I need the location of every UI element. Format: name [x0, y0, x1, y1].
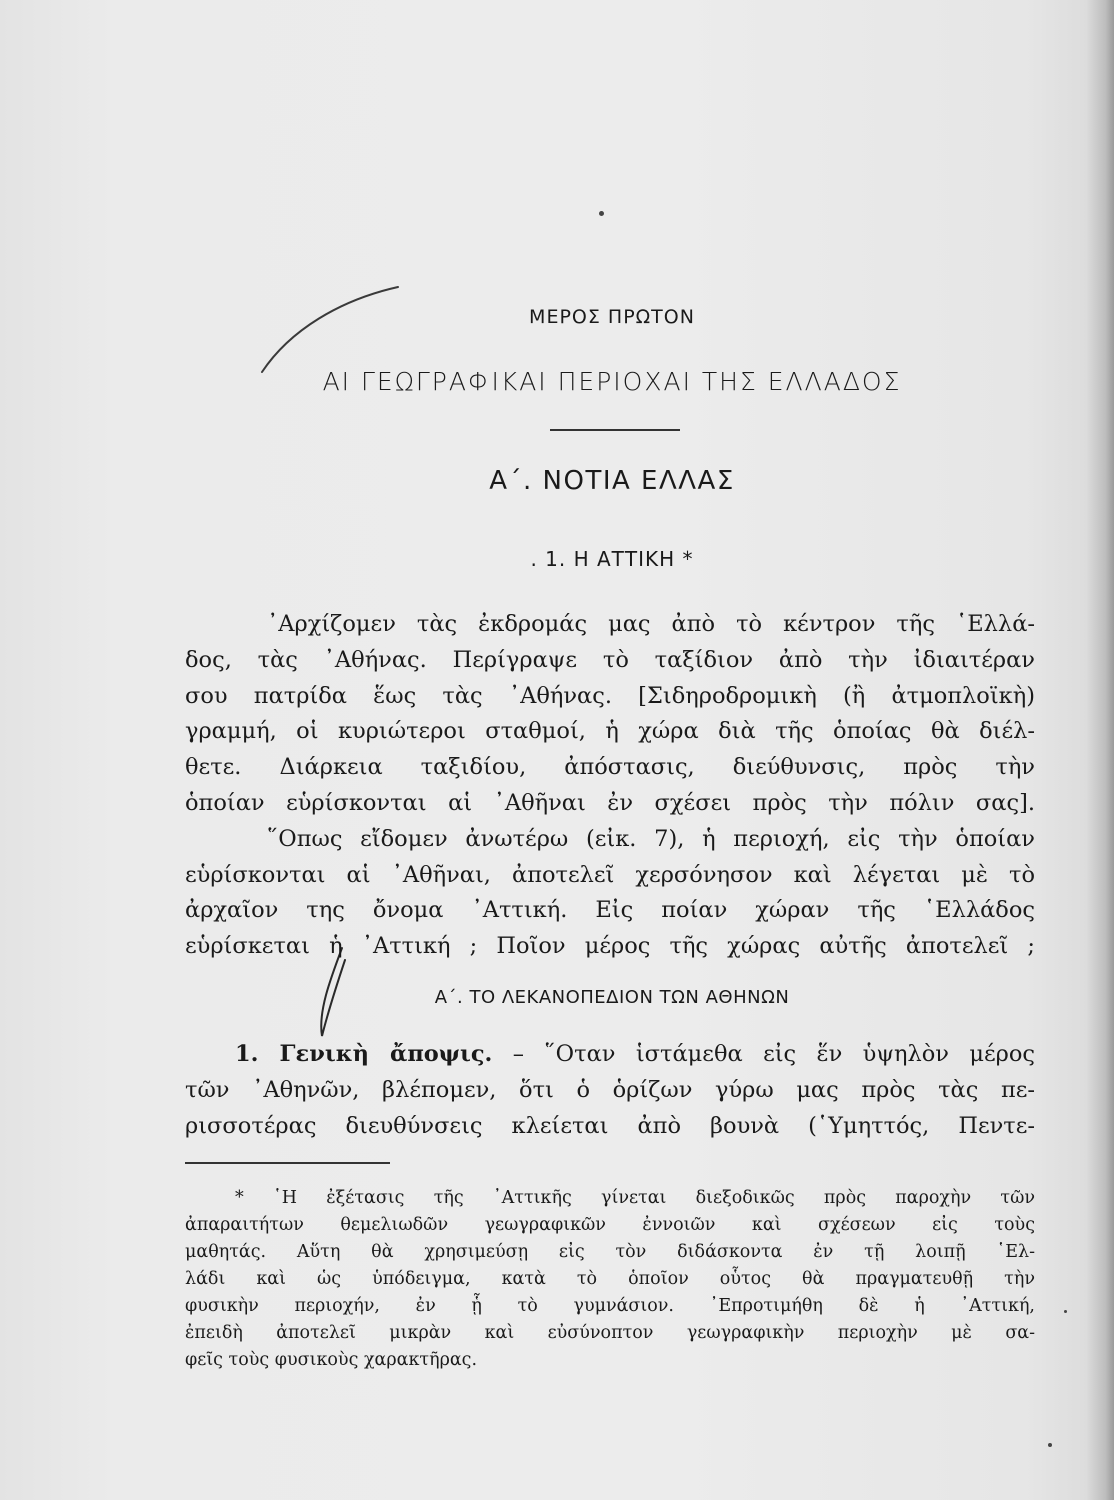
paper-speck [599, 211, 604, 216]
chapter-title: . 1. Η ΑΤΤΙΚΗ * [530, 547, 694, 571]
text-line: δος, τὰς ᾿Αθήνας. Περίγραψε τὸ ταξίδιον ἀπὸ τὴν ἰδιαιτέραν [185, 646, 1035, 673]
title-divider [550, 429, 680, 431]
footnote-line: φυσικὴν περιοχήν, ἐν ᾗ τὸ γυμνάσιον. ᾿Επροτιμήθη δὲ ἡ ᾿Αττική, [185, 1296, 1035, 1316]
text-line: ᾿Αρχίζομεν τὰς ἐκδρομάς μας ἀπὸ τὸ κέντρον τῆς ῾Ελλά- [267, 611, 1035, 637]
text-fragment: – ῞Οταν ἱστάμεθα εἰς ἕν ὑψηλὸν μέρος [492, 1041, 1036, 1067]
text-line: ρισσοτέρας διευθύνσεις κλείεται ἀπὸ βουνὰ (῾Υμηττός, Πεντε- [185, 1113, 1035, 1139]
footnote [185, 1185, 1035, 1374]
section-title: Α΄. ΝΟΤΙΑ ΕΛΛΑΣ [489, 466, 735, 496]
footnote-line: φεῖς τοὺς φυσικοὺς χαρακτῆρας. [185, 1350, 478, 1370]
footnote-divider [185, 1162, 390, 1164]
footnote-line: λάδι καὶ ὡς ὑπόδειγμα, κατὰ τὸ ὁποῖον οὗτος θὰ πραγματευθῇ τὴν [185, 1269, 1035, 1289]
paper-speck [1048, 1443, 1052, 1447]
pencil-slash-mark [262, 287, 398, 372]
text-line: ῞Οπως εἴδομεν ἀνωτέρω (εἰκ. 7), ἡ περιοχή, εἰς τὴν ὁποίαν [267, 825, 1035, 852]
text-line: εὑρίσκεται ἡ ᾿Αττική ; Ποῖον μέρος τῆς χώρας αὐτῆς ἀποτελεῖ ; [185, 933, 1035, 960]
page-edge-shadow [1086, 0, 1114, 1500]
paragraph-introduction [185, 607, 1035, 965]
paper-speck [1064, 1310, 1067, 1313]
paragraph-general-view [185, 1036, 1035, 1144]
text-line: εὑρίσκονται αἱ ᾿Αθῆναι, ἀποτελεῖ χερσόνησον καὶ λέγεται μὲ τὸ [185, 861, 1035, 888]
subsection-title: Α΄. ΤΟ ΛΕΚΑΝΟΠΕΔΙΟΝ ΤΩΝ ΑΘΗΝΩΝ [434, 987, 790, 1008]
text-line: ἀρχαῖον της ὄνομα ᾿Αττική. Εἰς ποίαν χώραν τῆς ῾Ελλάδος [185, 897, 1035, 924]
text-line: τῶν ᾿Αθηνῶν, βλέπομεν, ὅτι ὁ ὁρίζων γύρω μας πρὸς τὰς πε- [185, 1077, 1035, 1103]
footnote-line: ἀπαραιτήτων θεμελιωδῶν γεωγραφικῶν ἐννοιῶν καὶ σχέσεων εἰς τοὺς [185, 1215, 1035, 1235]
footnote-line: * ῾Η ἐξέτασις τῆς ᾿Αττικῆς γίνεται διεξοδικῶς πρὸς παροχὴν τῶν [235, 1188, 1035, 1208]
part-label: ΜΕΡΟΣ ΠΡΩΤΟΝ [529, 306, 695, 328]
text-line [185, 1036, 1035, 1072]
text-line: θετε. Διάρκεια ταξιδίου, ἀπόστασις, διεύθυνσις, πρὸς τὴν [185, 754, 1035, 781]
text-line: ὁποίαν εὑρίσκονται αἱ ᾿Αθῆναι ἐν σχέσει πρὸς τὴν πόλιν σας]. [185, 789, 1035, 816]
paragraph-heading: 1. Γενικὴ ἄποψις. [235, 1041, 493, 1067]
main-title: ΑΙ ΓΕΩΓΡΑΦΙΚΑΙ ΠΕΡΙΟΧΑΙ ΤΗΣ ΕΛΛΑΔΟΣ [322, 367, 902, 396]
text-line: σου πατρίδα ἕως τὰς ᾿Αθήνας. [Σιδηροδρομικὴ (ἢ ἀτμοπλοϊκὴ) [185, 682, 1035, 709]
text-line: γραμμή, οἱ κυριώτεροι σταθμοί, ἡ χώρα διὰ τῆς ὁποίας θὰ διέλ- [185, 718, 1035, 745]
footnote-line: μαθητάς. Αὕτη θὰ χρησιμεύσῃ εἰς τὸν διδάσκοντα ἐν τῇ λοιπῇ ῾Ελ- [185, 1242, 1035, 1262]
footnote-line: ἐπειδὴ ἀποτελεῖ μικρὰν καὶ εὐσύνοπτον γεωγραφικὴν περιοχὴν μὲ σα- [185, 1323, 1035, 1343]
